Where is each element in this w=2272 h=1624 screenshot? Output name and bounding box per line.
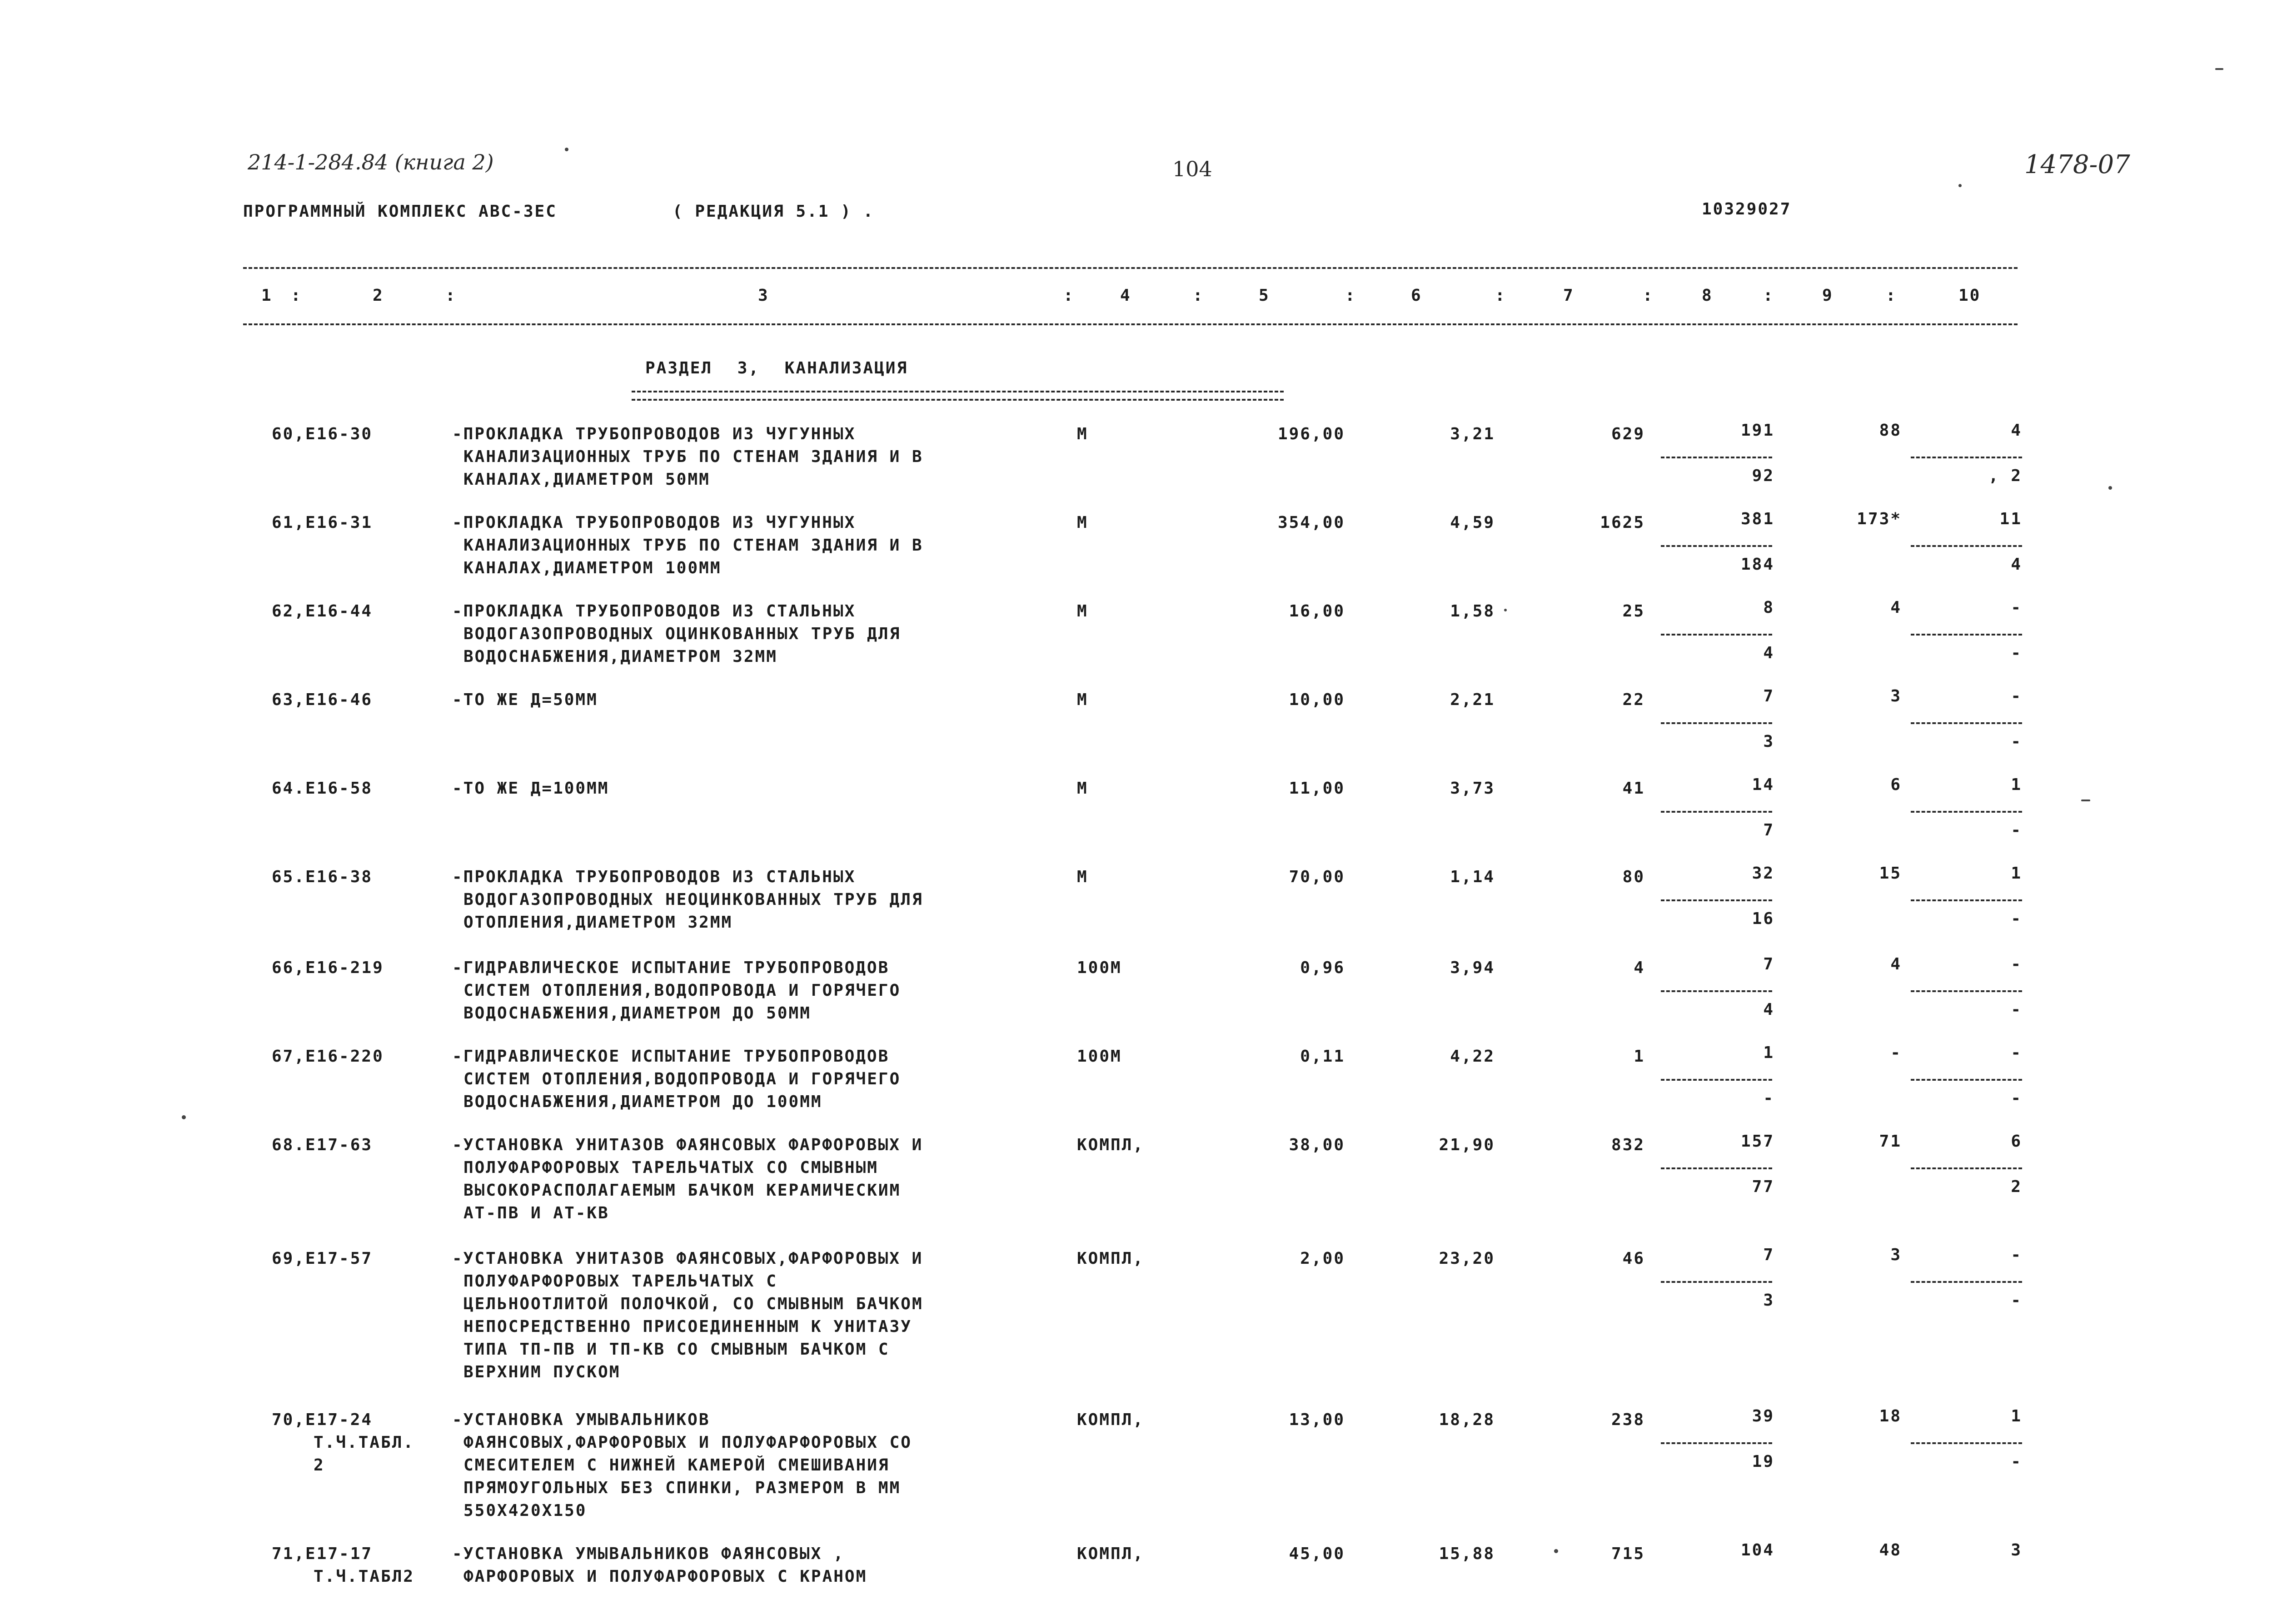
column-separator: : (1763, 286, 1774, 305)
row-col9: 48 (1879, 1541, 1902, 1559)
row-description: КАНАЛИЗАЦИОННЫХ ТРУБ ПО СТЕНАМ ЗДАНИЯ И В (463, 447, 923, 466)
row-col8-top: 157 (1740, 1132, 1774, 1151)
row-unit: М (1077, 425, 1088, 443)
row-unit: М (1077, 868, 1088, 886)
col8-fraction-line (1661, 457, 1772, 458)
row-col10-bottom: - (2011, 1000, 2022, 1019)
column-number: 7 (1563, 286, 1574, 305)
row-col10-top: - (2011, 1246, 2022, 1264)
page-number: 104 (1172, 157, 1212, 181)
section-title: РАЗДЕЛ 3, КАНАЛИЗАЦИЯ (645, 359, 908, 377)
row-code: 63,Е16-46 (272, 690, 373, 709)
row-quantity: 11,00 (1289, 779, 1345, 798)
row-quantity: 2,00 (1300, 1249, 1345, 1268)
row-quantity: 0,11 (1300, 1047, 1345, 1066)
row-code: 71,Е17-17 (272, 1545, 373, 1563)
row-col8-top: 1 (1763, 1043, 1774, 1062)
row-description: -УСТАНОВКА УМЫВАЛЬНИКОВ (452, 1410, 710, 1429)
row-col8-bottom: 16 (1752, 909, 1774, 928)
column-separator: : (1063, 286, 1075, 305)
row-unit-price: 3,94 (1450, 959, 1495, 977)
row-col10-bottom: 4 (2011, 555, 2022, 574)
row-description: ПРЯМОУГОЛЬНЫХ БЕЗ СПИНКИ, РАЗМЕРОМ В ММ (463, 1479, 901, 1497)
row-col10-top: 6 (2011, 1132, 2022, 1151)
row-unit: М (1077, 602, 1088, 621)
row-col10-bottom: - (2011, 1089, 2022, 1107)
column-number: 8 (1702, 286, 1713, 305)
row-description: ФАЯНСОВЫХ,ФАРФОРОВЫХ И ПОЛУФАРФОРОВЫХ СО (463, 1433, 912, 1452)
row-unit: КОМПЛ, (1077, 1410, 1145, 1429)
column-separator: : (1643, 286, 1654, 305)
col8-fraction-line (1661, 1281, 1772, 1283)
row-col10-bottom: 2 (2011, 1177, 2022, 1196)
row-total: 25 (1622, 602, 1645, 621)
row-col9: 4 (1890, 598, 1902, 617)
row-description: КАНАЛАХ,ДИАМЕТРОМ 50ММ (463, 470, 710, 489)
header-rule-top (243, 267, 2018, 269)
column-number: 2 (373, 286, 384, 305)
scan-speck (1958, 184, 1962, 187)
row-quantity: 13,00 (1289, 1410, 1345, 1429)
column-number: 4 (1120, 286, 1131, 305)
row-description: СМЕСИТЕЛЕМ С НИЖНЕЙ КАМЕРОЙ СМЕШИВАНИЯ (463, 1456, 890, 1475)
row-col9: 3 (1890, 687, 1902, 705)
row-code: 60,Е16-30 (272, 425, 373, 443)
row-col9: 6 (1890, 775, 1902, 794)
row-col8-bottom: 3 (1763, 732, 1774, 751)
row-col9: 3 (1890, 1246, 1902, 1264)
row-col10-bottom: - (2011, 821, 2022, 839)
row-col8-top: 381 (1740, 510, 1774, 528)
col10-fraction-line (1911, 1167, 2022, 1169)
row-quantity: 16,00 (1289, 602, 1345, 621)
row-col8-top: 39 (1752, 1407, 1774, 1425)
document-code: 10329027 (1702, 200, 1792, 219)
col10-fraction-line (1911, 1079, 2022, 1081)
row-unit: КОМПЛ, (1077, 1136, 1145, 1154)
row-code: 64.Е16-58 (272, 779, 373, 798)
row-description: ВОДОГАЗОПРОВОДНЫХ НЕОЦИНКОВАННЫХ ТРУБ ДЛЯ (463, 890, 923, 909)
row-description: -ПРОКЛАДКА ТРУБОПРОВОДОВ ИЗ СТАЛЬНЫХ (452, 602, 856, 621)
row-unit-price: 15,88 (1439, 1545, 1495, 1563)
row-unit: М (1077, 690, 1088, 709)
row-description: -ПРОКЛАДКА ТРУБОПРОВОДОВ ИЗ СТАЛЬНЫХ (452, 868, 856, 886)
row-col8-bottom: 19 (1752, 1452, 1774, 1471)
row-col10-top: 1 (2011, 775, 2022, 794)
row-unit-price: 18,28 (1439, 1410, 1495, 1429)
col10-fraction-line (1911, 722, 2022, 724)
col10-fraction-line (1911, 634, 2022, 636)
row-description: КАНАЛИЗАЦИОННЫХ ТРУБ ПО СТЕНАМ ЗДАНИЯ И В (463, 536, 923, 555)
row-col9: 88 (1879, 421, 1902, 440)
row-col9: 4 (1890, 955, 1902, 973)
row-description: -ТО ЖЕ Д=50ММ (452, 690, 598, 709)
row-total: 1625 (1600, 513, 1645, 532)
column-separator: : (1193, 286, 1204, 305)
row-unit: М (1077, 779, 1088, 798)
edition-label: ( РЕДАКЦИЯ 5.1 ) . (673, 202, 875, 221)
row-description: -УСТАНОВКА УМЫВАЛЬНИКОВ ФАЯНСОВЫХ , (452, 1545, 845, 1563)
row-unit-price: 2,21 (1450, 690, 1495, 709)
row-unit: 100М (1077, 959, 1122, 977)
row-total: 715 (1611, 1545, 1645, 1563)
row-description: ВОДОСНАБЖЕНИЯ,ДИАМЕТРОМ 32ММ (463, 647, 777, 666)
row-col8-top: 7 (1763, 687, 1774, 705)
col10-fraction-line (1911, 899, 2022, 901)
row-description: СИСТЕМ ОТОПЛЕНИЯ,ВОДОПРОВОДА И ГОРЯЧЕГО (463, 1070, 901, 1088)
row-description: -ПРОКЛАДКА ТРУБОПРОВОДОВ ИЗ ЧУГУННЫХ (452, 513, 856, 532)
row-col8-top: 7 (1763, 955, 1774, 973)
row-col10-top: - (2011, 955, 2022, 973)
row-description: ПОЛУФАРФОРОВЫХ ТАРЕЛЬЧАТЫХ СО СМЫВНЫМ (463, 1158, 878, 1177)
row-unit-price: 1,58 (1450, 602, 1495, 621)
scan-speck (2215, 68, 2223, 70)
row-description: ВОДОСНАБЖЕНИЯ,ДИАМЕТРОМ ДО 100ММ (463, 1093, 822, 1111)
row-col8-bottom: - (1763, 1089, 1774, 1107)
row-description: ФАРФОРОВЫХ И ПОЛУФАРФОРОВЫХ С КРАНОМ (463, 1567, 867, 1586)
row-unit-price: 3,21 (1450, 425, 1495, 443)
row-quantity: 0,96 (1300, 959, 1345, 977)
row-col10-bottom: - (2011, 1291, 2022, 1310)
row-total: 41 (1622, 779, 1645, 798)
document-reference: 214-1-284.84 (книга 2) (248, 150, 494, 174)
row-col8-top: 104 (1740, 1541, 1774, 1559)
row-description: ВЫСОКОРАСПОЛАГАЕМЫМ БАЧКОМ КЕРАМИЧЕСКИМ (463, 1181, 901, 1200)
row-col9: 15 (1879, 864, 1902, 883)
row-col9: 71 (1879, 1132, 1902, 1151)
row-unit-price: 23,20 (1439, 1249, 1495, 1268)
row-description: ЦЕЛЬНООТЛИТОЙ ПОЛОЧКОЙ, СО СМЫВНЫМ БАЧКОМ (463, 1295, 923, 1313)
row-col10-top: 1 (2011, 1407, 2022, 1425)
row-col8-bottom: 4 (1763, 1000, 1774, 1019)
row-description: -ГИДРАВЛИЧЕСКОЕ ИСПЫТАНИЕ ТРУБОПРОВОДОВ (452, 959, 890, 977)
row-description: -УСТАНОВКА УНИТАЗОВ ФАЯНСОВЫХ ФАРФОРОВЫХ И (452, 1136, 923, 1154)
row-col10-bottom: - (2011, 644, 2022, 662)
col8-fraction-line (1661, 990, 1772, 992)
row-unit-price: 3,73 (1450, 779, 1495, 798)
row-col8-top: 7 (1763, 1246, 1774, 1264)
row-total: 4 (1634, 959, 1645, 977)
row-quantity: 38,00 (1289, 1136, 1345, 1154)
row-col10-top: 4 (2011, 421, 2022, 440)
row-code: 62,Е16-44 (272, 602, 373, 621)
col10-fraction-line (1911, 545, 2022, 547)
row-total: 22 (1622, 690, 1645, 709)
col8-fraction-line (1661, 634, 1772, 636)
row-description: КАНАЛАХ,ДИАМЕТРОМ 100ММ (463, 559, 722, 577)
row-code: Т.Ч.ТАБЛ. (314, 1433, 415, 1452)
row-description: -ТО ЖЕ Д=100ММ (452, 779, 609, 798)
row-col8-bottom: 92 (1752, 467, 1774, 485)
row-col10-top: - (2011, 598, 2022, 617)
column-number: 9 (1822, 286, 1834, 305)
row-quantity: 196,00 (1277, 425, 1345, 443)
scan-speck (2081, 800, 2090, 801)
row-code: Т.Ч.ТАБЛ2 (314, 1567, 415, 1586)
row-unit-price: 1,14 (1450, 868, 1495, 886)
col8-fraction-line (1661, 899, 1772, 901)
row-description: ПОЛУФАРФОРОВЫХ ТАРЕЛЬЧАТЫХ С (463, 1272, 777, 1291)
row-code: 68.Е17-63 (272, 1136, 373, 1154)
row-unit: 100М (1077, 1047, 1122, 1066)
row-total: 1 (1634, 1047, 1645, 1066)
row-col10-top: 3 (2011, 1541, 2022, 1559)
row-quantity: 10,00 (1289, 690, 1345, 709)
col10-fraction-line (1911, 1442, 2022, 1444)
row-description: СИСТЕМ ОТОПЛЕНИЯ,ВОДОПРОВОДА И ГОРЯЧЕГО (463, 981, 901, 1000)
row-col9: 173* (1857, 510, 1902, 528)
col10-fraction-line (1911, 811, 2022, 813)
header-rule-bottom (243, 323, 2018, 325)
column-separator: : (1886, 286, 1897, 305)
row-unit-price: 4,59 (1450, 513, 1495, 532)
row-col10-bottom: - (2011, 1452, 2022, 1471)
row-code: 2 (314, 1456, 325, 1475)
column-number: 3 (758, 286, 769, 305)
row-col10-bottom: - (2011, 732, 2022, 751)
row-unit: М (1077, 513, 1088, 532)
section-title-underline (632, 391, 1284, 401)
row-code: 65.Е16-38 (272, 868, 373, 886)
archive-stamp: 1478-07 (2024, 150, 2130, 179)
row-col8-top: 8 (1763, 598, 1774, 617)
row-col8-bottom: 7 (1763, 821, 1774, 839)
row-col10-top: 1 (2011, 864, 2022, 883)
row-col8-bottom: 4 (1763, 644, 1774, 662)
scan-speck (565, 148, 568, 151)
row-total: 80 (1622, 868, 1645, 886)
row-description: ВЕРХНИМ ПУСКОМ (463, 1363, 621, 1381)
row-col8-top: 32 (1752, 864, 1774, 883)
row-code: 69,Е17-57 (272, 1249, 373, 1268)
row-description: -ГИДРАВЛИЧЕСКОЕ ИСПЫТАНИЕ ТРУБОПРОВОДОВ (452, 1047, 890, 1066)
col10-fraction-line (1911, 1281, 2022, 1283)
row-col10-bottom: - (2011, 909, 2022, 928)
row-col8-bottom: 184 (1740, 555, 1774, 574)
scan-speck (1504, 609, 1507, 611)
row-unit-price: 21,90 (1439, 1136, 1495, 1154)
scan-speck (1554, 1549, 1558, 1553)
column-number: 5 (1259, 286, 1270, 305)
col8-fraction-line (1661, 545, 1772, 547)
column-separator: : (1495, 286, 1506, 305)
row-quantity: 70,00 (1289, 868, 1345, 886)
row-unit: КОМПЛ, (1077, 1249, 1145, 1268)
column-separator: : (1345, 286, 1356, 305)
row-col9: 18 (1879, 1407, 1902, 1425)
row-col10-top: 11 (1999, 510, 2022, 528)
row-unit: КОМПЛ, (1077, 1545, 1145, 1563)
row-total: 238 (1611, 1410, 1645, 1429)
row-description: АТ-ПВ И АТ-КВ (463, 1204, 609, 1222)
col8-fraction-line (1661, 722, 1772, 724)
row-total: 629 (1611, 425, 1645, 443)
col10-fraction-line (1911, 457, 2022, 458)
col8-fraction-line (1661, 811, 1772, 813)
row-total: 832 (1611, 1136, 1645, 1154)
column-separator: : (445, 286, 457, 305)
col8-fraction-line (1661, 1167, 1772, 1169)
row-description: НЕПОСРЕДСТВЕННО ПРИСОЕДИНЕННЫМ К УНИТАЗУ (463, 1317, 912, 1336)
row-description: 550X420X150 (463, 1501, 587, 1520)
row-code: 67,Е16-220 (272, 1047, 384, 1066)
row-col8-bottom: 3 (1763, 1291, 1774, 1310)
row-col8-top: 191 (1740, 421, 1774, 440)
program-name: ПРОГРАММНЫЙ КОМПЛЕКС АВС-ЗЕС (243, 202, 557, 221)
row-code: 70,Е17-24 (272, 1410, 373, 1429)
col8-fraction-line (1661, 1442, 1772, 1444)
scan-speck (182, 1115, 186, 1119)
scan-speck (2108, 486, 2112, 490)
row-unit-price: 4,22 (1450, 1047, 1495, 1066)
column-number: 1 (261, 286, 273, 305)
row-description: -УСТАНОВКА УНИТАЗОВ ФАЯНСОВЫХ,ФАРФОРОВЫХ И (452, 1249, 923, 1268)
col8-fraction-line (1661, 1079, 1772, 1081)
column-number: 6 (1411, 286, 1422, 305)
column-number: 10 (1958, 286, 1981, 305)
row-col8-top: 14 (1752, 775, 1774, 794)
col10-fraction-line (1911, 990, 2022, 992)
column-separator: : (291, 286, 302, 305)
row-code: 61,Е16-31 (272, 513, 373, 532)
row-col10-top: - (2011, 687, 2022, 705)
row-quantity: 45,00 (1289, 1545, 1345, 1563)
row-col8-bottom: 77 (1752, 1177, 1774, 1196)
row-total: 46 (1622, 1249, 1645, 1268)
row-code: 66,Е16-219 (272, 959, 384, 977)
row-description: ВОДОСНАБЖЕНИЯ,ДИАМЕТРОМ ДО 50ММ (463, 1004, 811, 1023)
row-description: -ПРОКЛАДКА ТРУБОПРОВОДОВ ИЗ ЧУГУННЫХ (452, 425, 856, 443)
row-description: ОТОПЛЕНИЯ,ДИАМЕТРОМ 32ММ (463, 913, 733, 932)
row-quantity: 354,00 (1277, 513, 1345, 532)
row-description: ВОДОГАЗОПРОВОДНЫХ ОЦИНКОВАННЫХ ТРУБ ДЛЯ (463, 625, 901, 643)
row-description: ТИПА ТП-ПВ И ТП-КВ СО СМЫВНЫМ БАЧКОМ С (463, 1340, 890, 1359)
row-col9: - (1890, 1043, 1902, 1062)
row-col10-top: - (2011, 1043, 2022, 1062)
row-col10-bottom: , 2 (1988, 467, 2022, 485)
